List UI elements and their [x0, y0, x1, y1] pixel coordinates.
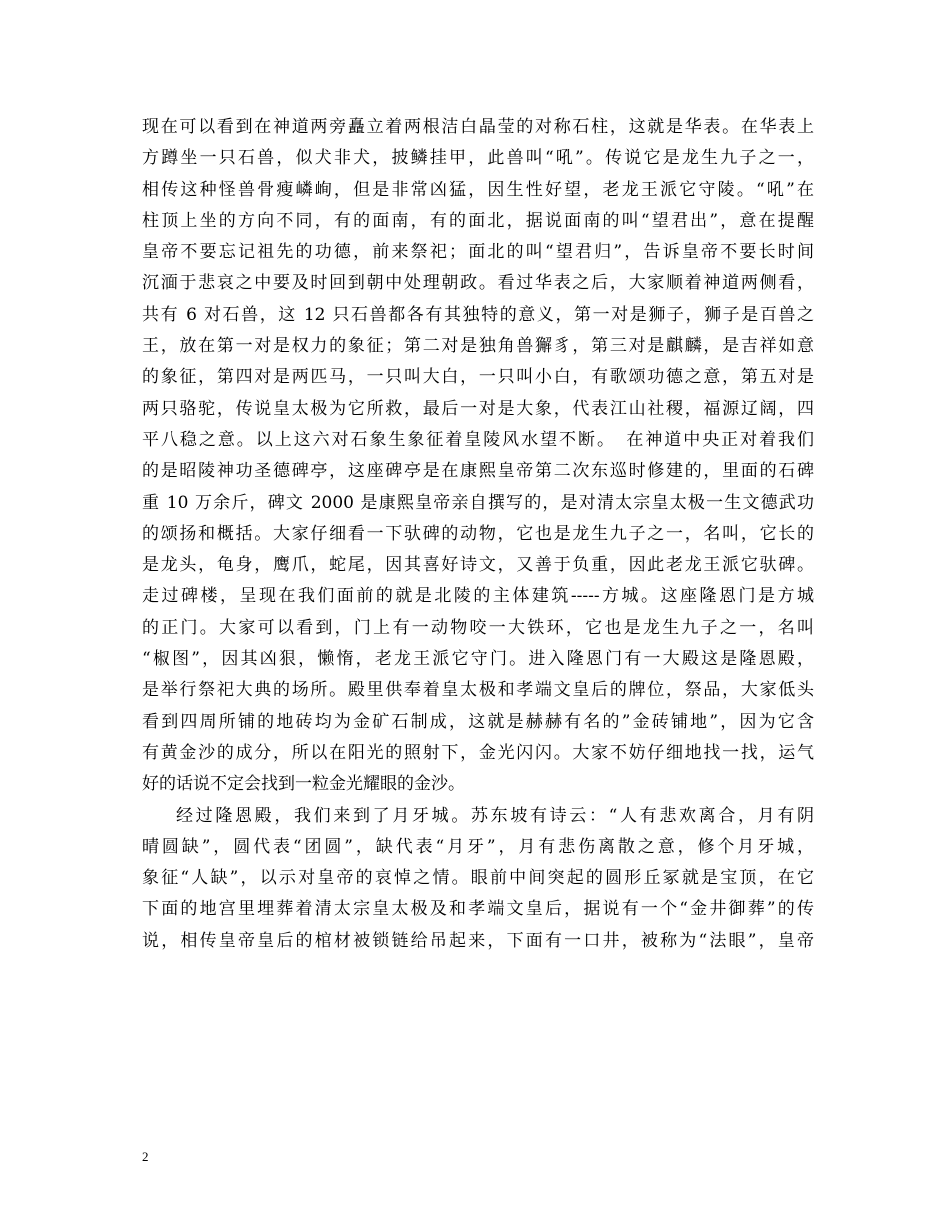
text-line: 经过隆恩殿，我们来到了月牙城。苏东坡有诗云：“人有悲欢离合，月有阴 — [176, 805, 814, 826]
text-line: 皇帝不要忘记祖先的功德，前来祭祀；面北的叫“望君归”，告诉皇帝不要长时间 — [142, 242, 814, 263]
text-line: 相传这种怪兽骨瘦嶙峋，但是非常凶猛，因生性好望，老龙王派它守陵。“吼”在 — [142, 179, 814, 200]
text-line: 的象征，第四对是两匹马，一只叫大白，一只叫小白，有歌颂功德之意，第五对是 — [142, 367, 814, 388]
text-line: 走过碑楼，呈现在我们面前的就是北陵的主体建筑-----方城。这座隆恩门是方城 — [142, 586, 814, 607]
text-line: 象征“人缺”，以示对皇帝的哀悼之情。眼前中间突起的圆形丘冢就是宝顶，在它 — [142, 868, 814, 889]
text-line: 柱顶上坐的方向不同，有的面南，有的面北，据说面南的叫“望君出”，意在提醒 — [142, 210, 814, 231]
text-line: 的颂扬和概括。大家仔细看一下驮碑的动物，它也是龙生九子之一，名叫，它长的 — [142, 523, 814, 544]
text-line: 说，相传皇帝皇后的棺材被锁链给吊起来，下面有一口井，被称为“法眼”，皇帝 — [142, 930, 814, 951]
text-line: 下面的地宫里埋葬着清太宗皇太极及和孝端文皇后，据说有一个“金井御葬”的传 — [142, 899, 814, 920]
text-line: 王，放在第一对是权力的象征；第二对是独角兽獬豸，第三对是麒麟，是吉祥如意 — [142, 336, 814, 357]
text-line: 现在可以看到在神道两旁矗立着两根洁白晶莹的对称石柱，这就是华表。在华表上 — [142, 117, 814, 137]
text-line: 的正门。大家可以看到，门上有一动物咬一大铁环，它也是龙生九子之一，名叫 — [142, 617, 814, 638]
text-line: 方蹲坐一只石兽，似犬非犬，披鳞挂甲，此兽叫“吼”。传说它是龙生九子之一， — [142, 148, 814, 169]
body-text — [142, 112, 814, 957]
text-line: “椒图”，因其凶狠，懒惰，老龙王派它守门。进入隆恩门有一大殿这是隆恩殿， — [142, 649, 814, 670]
text-line: 的是昭陵神功圣德碑亭，这座碑亭是在康熙皇帝第二次东巡时修建的，里面的石碑 — [142, 461, 814, 482]
page-number: 2 — [142, 1149, 149, 1164]
text-line: 重 10 万余斤，碑文 2000 是康熙皇帝亲自撰写的，是对清太宗皇太极一生文德武功 — [142, 492, 814, 513]
text-line: 两只骆驼，传说皇太极为它所救，最后一对是大象，代表江山社稷，福源辽阔，四 — [142, 398, 814, 419]
text-line: 共有 6 对石兽，这 12 只石兽都各有其独特的意义，第一对是狮子，狮子是百兽之 — [142, 304, 814, 325]
text-line: 平八稳之意。以上这六对石象生象征着皇陵风水望不断。 在神道中央正对着我们 — [142, 429, 814, 450]
text-line: 沉湎于悲哀之中要及时回到朝中处理朝政。看过华表之后，大家顺着神道两侧看， — [142, 273, 814, 294]
text-line: 晴圆缺”，圆代表“团圆”，缺代表“月牙”，月有悲伤离散之意，修个月牙城， — [142, 836, 814, 857]
text-line: 是龙头，龟身，鹰爪，蛇尾，因其喜好诗文，又善于负重，因此老龙王派它驮碑。 — [142, 555, 814, 576]
text-line: 看到四周所铺的地砖均为金矿石制成，这就是赫赫有名的”金砖铺地”，因为它含 — [142, 711, 814, 732]
text-line: 有黄金沙的成分，所以在阳光的照射下，金光闪闪。大家不妨仔细地找一找，运气 — [142, 742, 814, 763]
text-line: 好的话说不定会找到一粒金光耀眼的金沙。 — [142, 774, 465, 795]
text-line: 是举行祭祀大典的场所。殿里供奉着皇太极和孝端文皇后的牌位，祭品，大家低头 — [142, 680, 814, 701]
